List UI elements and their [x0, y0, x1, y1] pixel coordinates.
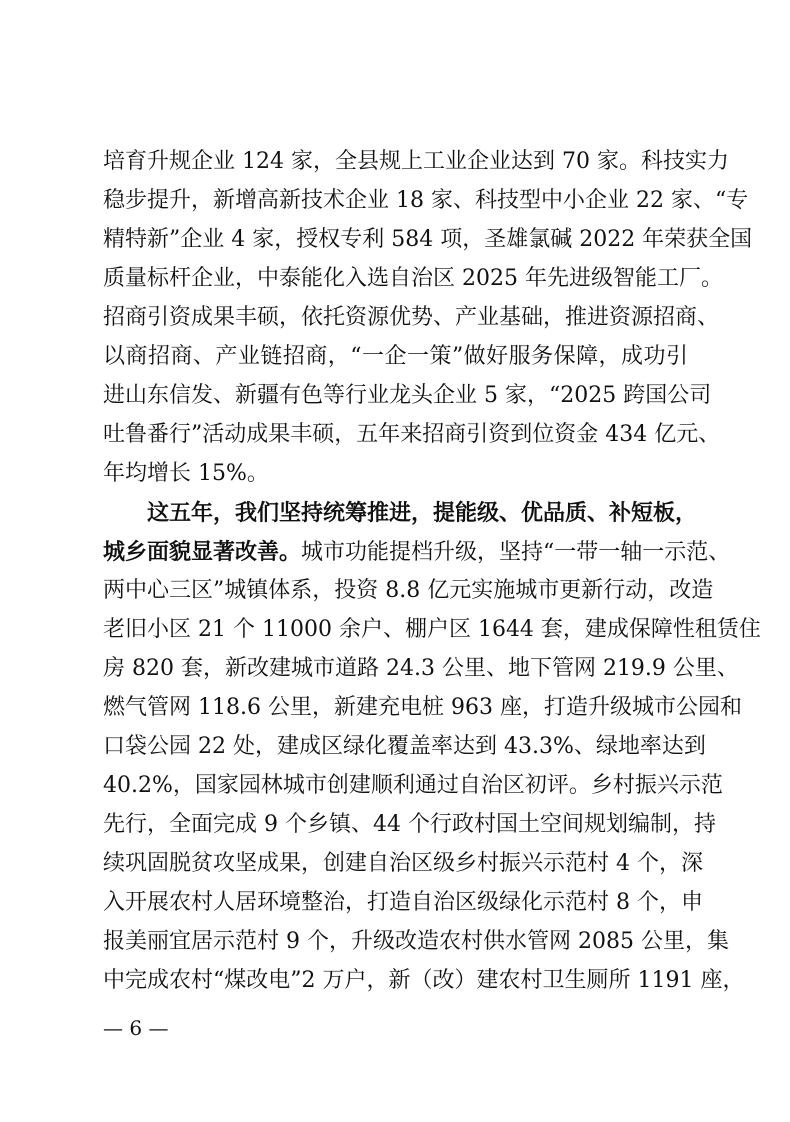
paragraph-line: 报美丽宜居示范村 9 个，升级改造农村供水管网 2085 公里，集	[103, 929, 729, 954]
paragraph-line	[103, 537, 731, 567]
paragraph-line: 进山东信发、新疆有色等行业龙头企业 5 家，“2025 跨国公司	[103, 383, 712, 408]
paragraph-line: 年均增长 15%。	[103, 461, 269, 486]
paragraph-line: 培育升规企业 124 家，全县规上工业企业达到 70 家。科技实力	[103, 149, 729, 174]
paragraph-line: 先行，全面完成 9 个乡镇、44 个行政村国土空间规划编制，持	[103, 812, 716, 837]
bold-lead: 城乡面貌显著改善。	[103, 539, 302, 565]
paragraph-line: 精特新”企业 4 家，授权专利 584 项，圣雄氯碱 2022 年荣获全国	[103, 227, 753, 252]
paragraph-line: 两中心三区”城镇体系，投资 8.8 亿元实施城市更新行动，改造	[103, 578, 714, 603]
paragraph-line: 稳步提升，新增高新技术企业 18 家、科技型中小企业 22 家、“专	[103, 188, 749, 213]
paragraph-line: 吐鲁番行”活动成果丰硕，五年来招商引资到位资金 434 亿元、	[103, 422, 721, 447]
bold-heading-line: 这五年，我们坚持统筹推进，提能级、优品质、补短板，	[147, 500, 698, 526]
paragraph-line: 招商引资成果丰硕，依托资源优势、产业基础，推进资源招商、	[103, 305, 720, 330]
paragraph-line: 入开展农村人居环境整治，打造自治区级绿化示范村 8 个，申	[103, 890, 703, 915]
paragraph-text: 城市功能提档升级，坚持“一带一轴一示范、	[301, 540, 731, 565]
paragraph-line: 房 820 套，新改建城市道路 24.3 公里、地下管网 219.9 公里、	[103, 656, 739, 681]
paragraph-line: 中完成农村“煤改电”2 万户，新（改）建农村卫生厕所 1191 座，	[103, 968, 745, 993]
page-number: — 6 —	[103, 1016, 169, 1040]
paragraph-line: 以商招商、产业链招商，“一企一策”做好服务保障，成功引	[103, 344, 688, 369]
paragraph-line: 燃气管网 118.6 公里，新建充电桩 963 座，打造升级城市公园和	[103, 695, 742, 720]
paragraph-line: 续巩固脱贫攻坚成果，创建自治区级乡村振兴示范村 4 个，深	[103, 851, 703, 876]
paragraph-line: 老旧小区 21 个 11000 余户、棚户区 1644 套，建成保障性租赁住	[103, 617, 761, 642]
paragraph-line: 40.2%，国家园林城市创建顺利通过自治区初评。乡村振兴示范	[103, 773, 723, 798]
paragraph-line: 口袋公园 22 处，建成区绿化覆盖率达到 43.3%、绿地率达到	[103, 734, 706, 759]
paragraph-line: 质量标杆企业，中泰能化入选自治区 2025 年先进级智能工厂。	[103, 266, 723, 291]
